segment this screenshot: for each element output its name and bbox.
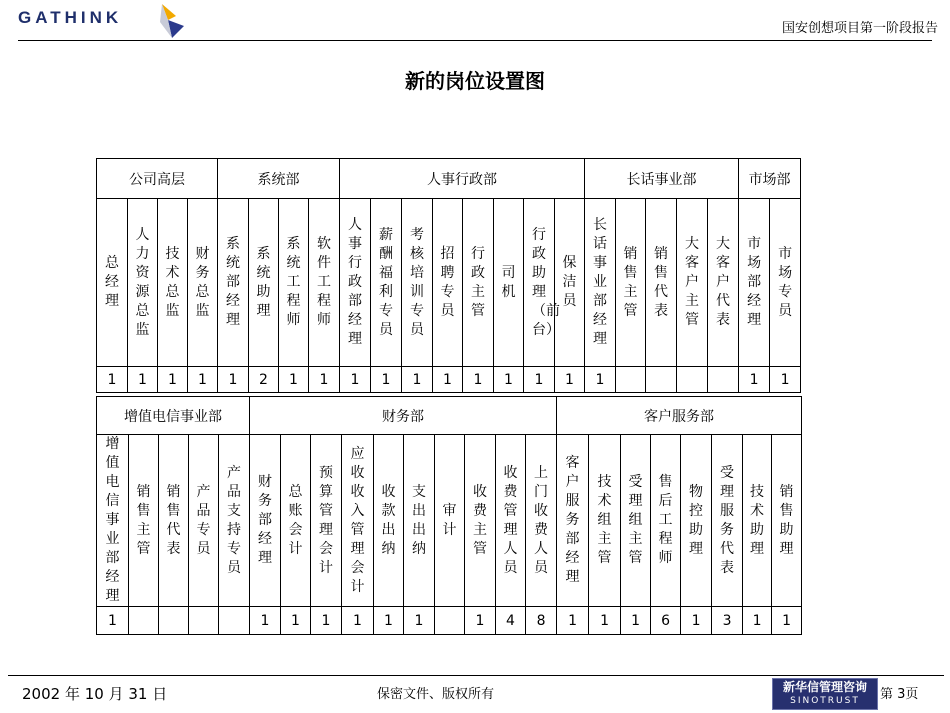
position-label: 系统助理 [256, 245, 271, 319]
headcount-cell: 1 [772, 607, 802, 635]
position-cell [621, 435, 651, 607]
position-cell [158, 199, 188, 367]
position-label: 应收收入管理会计 [350, 445, 365, 595]
position-cell [651, 435, 681, 607]
position-label: 收费主管 [473, 483, 488, 557]
position-label: 财务部经理 [258, 474, 273, 566]
position-label: 大客户主管 [685, 236, 699, 328]
headcount-cell: 1 [340, 367, 371, 393]
headcount-cell: 1 [402, 367, 433, 393]
headcount-cell: 1 [589, 607, 621, 635]
position-label: 增值电信事业部经理 [105, 436, 120, 604]
position-table-1 [96, 158, 801, 393]
headcount-cell: 1 [342, 607, 374, 635]
position-cell [557, 435, 589, 607]
logo-icon [158, 2, 188, 40]
position-label: 预算管理会计 [319, 464, 334, 576]
position-cell [646, 199, 677, 367]
headcount-cell [219, 607, 250, 635]
position-cell [496, 435, 526, 607]
position-cell [712, 435, 743, 607]
headcount-cell: 1 [97, 367, 128, 393]
footer-divider [8, 675, 944, 676]
position-label: 保洁员 [562, 255, 577, 309]
dept-header-hr-admin: 人事行政部 [340, 159, 585, 199]
position-label: 受理组主管 [628, 474, 643, 566]
position-cell [743, 435, 772, 607]
position-cell [309, 199, 340, 367]
headcount-cell: 1 [371, 367, 402, 393]
headcount-cell: 1 [463, 367, 494, 393]
headcount-cell: 1 [585, 367, 616, 393]
position-cell [189, 435, 219, 607]
headcount-cell: 8 [526, 607, 557, 635]
position-cell [435, 435, 465, 607]
dept-header-executive: 公司高层 [97, 159, 218, 199]
headcount-cell: 1 [743, 607, 772, 635]
headcount-cell: 4 [496, 607, 526, 635]
headcount-cell: 6 [651, 607, 681, 635]
position-cell [159, 435, 189, 607]
position-cell [555, 199, 585, 367]
position-cell [463, 199, 494, 367]
position-cell [739, 199, 770, 367]
headcount-cell: 1 [311, 607, 342, 635]
header-divider [18, 40, 932, 41]
headcount-cell [129, 607, 159, 635]
position-label: 收款出纳 [381, 483, 396, 557]
headcount-cell: 1 [739, 367, 770, 393]
position-cell [708, 199, 739, 367]
position-cell [250, 435, 281, 607]
position-label: 技术助理 [750, 483, 765, 557]
position-cell [219, 435, 250, 607]
headcount-cell: 1 [218, 367, 249, 393]
position-label: 人力资源总监 [135, 226, 150, 338]
report-date: 2002 年 10 月 31 日 [22, 685, 168, 703]
position-cell [281, 435, 311, 607]
position-cell [404, 435, 435, 607]
position-cell [677, 199, 708, 367]
position-cell [129, 435, 159, 607]
position-table-2 [96, 396, 802, 635]
headcount-cell: 1 [524, 367, 555, 393]
position-label: 产品专员 [196, 483, 211, 557]
position-cell [97, 435, 129, 607]
position-cell [433, 199, 463, 367]
headcount-cell [677, 367, 708, 393]
position-label: 系统部经理 [226, 236, 240, 328]
logo-text: GATHINK [18, 8, 123, 27]
position-label: 技术组主管 [597, 474, 612, 566]
position-cell [340, 199, 371, 367]
headcount-cell: 1 [279, 367, 309, 393]
position-label: 薪酬福利专员 [379, 226, 393, 338]
position-cell [589, 435, 621, 607]
position-label: 财务总监 [195, 245, 210, 319]
headcount-cell: 1 [309, 367, 340, 393]
headcount-cell: 1 [404, 607, 435, 635]
position-cell [494, 199, 524, 367]
position-label: 总账会计 [288, 483, 303, 557]
headcount-cell [435, 607, 465, 635]
position-label: 考核培训专员 [410, 226, 424, 338]
headcount-cell: 1 [158, 367, 188, 393]
position-label: 长话事业部经理 [593, 217, 607, 347]
headcount-cell: 1 [621, 607, 651, 635]
dept-header-finance: 财务部 [250, 397, 557, 435]
dept-header-long-distance: 长话事业部 [585, 159, 739, 199]
headcount-cell: 1 [555, 367, 585, 393]
position-cell [188, 199, 218, 367]
headcount-cell: 1 [374, 607, 404, 635]
position-cell [97, 199, 128, 367]
position-label: 市场部经理 [747, 236, 762, 328]
position-label: 收费管理人员 [503, 464, 518, 576]
position-cell [524, 199, 560, 367]
position-label: 行政主管 [471, 245, 485, 319]
position-label: 大客户代表 [716, 236, 731, 328]
headcount-cell [708, 367, 739, 393]
dept-header-customer-service: 客户服务部 [557, 397, 802, 435]
position-cell [585, 199, 616, 367]
position-label: 销售代表 [654, 245, 668, 319]
position-cell [465, 435, 496, 607]
position-label: 受理服务代表 [720, 464, 735, 576]
position-cell [279, 199, 309, 367]
dept-header-systems: 系统部 [218, 159, 340, 199]
position-cell [218, 199, 249, 367]
position-cell [681, 435, 712, 607]
brand-logo [772, 678, 878, 710]
headcount-cell: 1 [250, 607, 281, 635]
position-cell [770, 199, 801, 367]
headcount-cell: 1 [128, 367, 158, 393]
position-label: 售后工程师 [658, 474, 673, 566]
position-label: 上门收费人员 [534, 464, 549, 576]
headcount-cell: 1 [433, 367, 463, 393]
position-cell [526, 435, 557, 607]
position-label: 产品支持专员 [227, 464, 241, 576]
position-label: 销售主管 [136, 483, 151, 557]
headcount-cell: 1 [465, 607, 496, 635]
position-cell [402, 199, 433, 367]
position-cell [374, 435, 404, 607]
position-label: 系统工程师 [286, 236, 301, 328]
page-title: 新的岗位设置图 [405, 69, 545, 93]
position-label: 市场专员 [778, 245, 793, 319]
position-cell [249, 199, 279, 367]
headcount-cell: 1 [770, 367, 801, 393]
position-label: 人事行政部经理 [348, 217, 362, 347]
position-label: 行政助理（前台） [532, 226, 560, 338]
brand-name-cn: 新华信管理咨询 [782, 680, 867, 694]
headcount-cell: 1 [557, 607, 589, 635]
page-number: 第 3页 [880, 687, 919, 702]
headcount-cell: 1 [188, 367, 218, 393]
position-cell [128, 199, 158, 367]
headcount-cell: 2 [249, 367, 279, 393]
headcount-cell: 1 [681, 607, 712, 635]
position-label: 软件工程师 [317, 236, 331, 328]
position-cell [371, 199, 402, 367]
position-label: 客户服务部经理 [565, 455, 580, 585]
position-label: 支出出纳 [412, 483, 427, 557]
position-label: 总经理 [105, 255, 119, 309]
position-label: 销售代表 [166, 483, 181, 557]
position-label: 销售助理 [779, 483, 794, 557]
dept-header-marketing: 市场部 [739, 159, 801, 199]
confidential-notice: 保密文件、版权所有 [377, 687, 495, 702]
headcount-cell [616, 367, 646, 393]
position-label: 技术总监 [165, 245, 180, 319]
headcount-cell: 1 [281, 607, 311, 635]
position-cell [311, 435, 342, 607]
headcount-cell [159, 607, 189, 635]
position-label: 审计 [442, 502, 457, 538]
position-cell [616, 199, 646, 367]
headcount-cell: 1 [494, 367, 524, 393]
headcount-cell [189, 607, 219, 635]
headcount-cell: 1 [97, 607, 129, 635]
position-cell [342, 435, 374, 607]
position-label: 物控助理 [689, 483, 704, 557]
dept-header-value-added: 增值电信事业部 [97, 397, 250, 435]
report-subtitle: 国安创想项目第一阶段报告 [781, 21, 938, 36]
brand-name-en: SINOTRUST [790, 696, 860, 706]
position-label: 招聘专员 [440, 245, 455, 319]
headcount-cell: 3 [712, 607, 743, 635]
position-cell [772, 435, 802, 607]
position-label: 销售主管 [623, 245, 638, 319]
headcount-cell [646, 367, 677, 393]
position-label: 司机 [501, 264, 516, 300]
